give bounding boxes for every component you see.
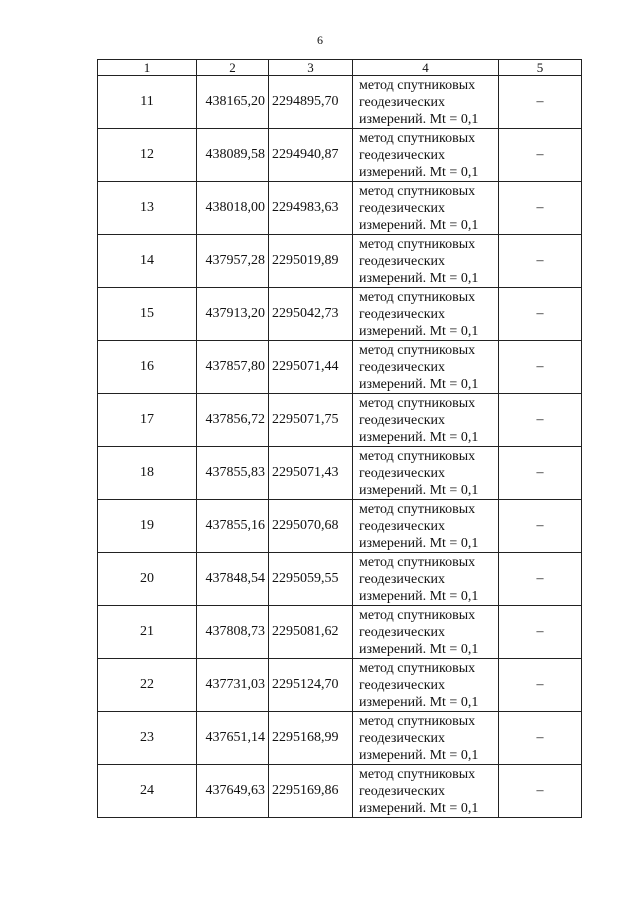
- method-cell: [353, 129, 499, 182]
- method-line: измерений. Mt = 0,1: [359, 376, 479, 392]
- header-col-1: 1: [98, 60, 197, 76]
- note-cell: –: [499, 394, 582, 447]
- table-row: [98, 341, 582, 394]
- y-coordinate-cell: 2294940,87: [269, 129, 353, 182]
- table-row: [98, 765, 582, 818]
- point-number-cell: 18: [98, 447, 197, 500]
- method-line: метод спутниковых: [359, 448, 476, 464]
- note-cell: –: [499, 447, 582, 500]
- method-line: метод спутниковых: [359, 130, 476, 146]
- method-cell: [353, 394, 499, 447]
- point-number-cell: 24: [98, 765, 197, 818]
- table-row: [98, 447, 582, 500]
- y-coordinate-cell: 2295124,70: [269, 659, 353, 712]
- header-col-3: 3: [269, 60, 353, 76]
- y-coordinate-cell: 2294983,63: [269, 182, 353, 235]
- method-cell: [353, 182, 499, 235]
- x-coordinate-cell: 437957,28: [197, 235, 269, 288]
- method-line: измерений. Mt = 0,1: [359, 323, 479, 339]
- table-row: [98, 394, 582, 447]
- note-cell: –: [499, 182, 582, 235]
- method-line: метод спутниковых: [359, 77, 476, 93]
- y-coordinate-cell: 2295071,44: [269, 341, 353, 394]
- y-coordinate-cell: 2295071,43: [269, 447, 353, 500]
- y-coordinate-cell: 2295168,99: [269, 712, 353, 765]
- method-line: геодезических: [359, 624, 446, 640]
- method-line: измерений. Mt = 0,1: [359, 535, 479, 551]
- coordinates-table: [97, 59, 582, 818]
- method-cell: [353, 765, 499, 818]
- y-coordinate-cell: 2295081,62: [269, 606, 353, 659]
- method-line: метод спутниковых: [359, 395, 476, 411]
- y-coordinate-cell: 2295169,86: [269, 765, 353, 818]
- x-coordinate-cell: 437856,72: [197, 394, 269, 447]
- point-number-cell: 19: [98, 500, 197, 553]
- x-coordinate-cell: 437855,16: [197, 500, 269, 553]
- table-body: [98, 76, 582, 818]
- method-line: геодезических: [359, 412, 446, 428]
- x-coordinate-cell: 438165,20: [197, 76, 269, 129]
- point-number-cell: 16: [98, 341, 197, 394]
- method-cell: [353, 288, 499, 341]
- y-coordinate-cell: 2295071,75: [269, 394, 353, 447]
- method-line: метод спутниковых: [359, 766, 476, 782]
- x-coordinate-cell: 437731,03: [197, 659, 269, 712]
- method-line: измерений. Mt = 0,1: [359, 800, 479, 816]
- point-number-cell: 22: [98, 659, 197, 712]
- method-cell: [353, 235, 499, 288]
- method-line: измерений. Mt = 0,1: [359, 111, 479, 127]
- method-cell: [353, 553, 499, 606]
- point-number-cell: 15: [98, 288, 197, 341]
- method-line: геодезических: [359, 359, 446, 375]
- note-cell: –: [499, 606, 582, 659]
- method-line: геодезических: [359, 730, 446, 746]
- method-line: измерений. Mt = 0,1: [359, 164, 479, 180]
- table-row: [98, 659, 582, 712]
- method-cell: [353, 447, 499, 500]
- method-line: метод спутниковых: [359, 183, 476, 199]
- y-coordinate-cell: 2295059,55: [269, 553, 353, 606]
- method-line: геодезических: [359, 783, 446, 799]
- x-coordinate-cell: 437649,63: [197, 765, 269, 818]
- method-line: геодезических: [359, 571, 446, 587]
- note-cell: –: [499, 288, 582, 341]
- table-row: [98, 553, 582, 606]
- note-cell: –: [499, 712, 582, 765]
- method-line: измерений. Mt = 0,1: [359, 588, 479, 604]
- note-cell: –: [499, 500, 582, 553]
- x-coordinate-cell: 437913,20: [197, 288, 269, 341]
- method-line: геодезических: [359, 147, 446, 163]
- point-number-cell: 20: [98, 553, 197, 606]
- table-row: [98, 76, 582, 129]
- method-line: геодезических: [359, 200, 446, 216]
- x-coordinate-cell: 437855,83: [197, 447, 269, 500]
- note-cell: –: [499, 765, 582, 818]
- header-col-2: 2: [197, 60, 269, 76]
- note-cell: –: [499, 553, 582, 606]
- method-cell: [353, 76, 499, 129]
- table-row: [98, 606, 582, 659]
- method-line: измерений. Mt = 0,1: [359, 482, 479, 498]
- table-row: [98, 182, 582, 235]
- point-number-cell: 17: [98, 394, 197, 447]
- y-coordinate-cell: 2295070,68: [269, 500, 353, 553]
- method-line: метод спутниковых: [359, 607, 476, 623]
- x-coordinate-cell: 437848,54: [197, 553, 269, 606]
- method-cell: [353, 659, 499, 712]
- method-line: метод спутниковых: [359, 236, 476, 252]
- y-coordinate-cell: 2295042,73: [269, 288, 353, 341]
- point-number-cell: 23: [98, 712, 197, 765]
- method-cell: [353, 500, 499, 553]
- note-cell: –: [499, 235, 582, 288]
- method-cell: [353, 712, 499, 765]
- note-cell: –: [499, 76, 582, 129]
- method-line: метод спутниковых: [359, 713, 476, 729]
- y-coordinate-cell: 2294895,70: [269, 76, 353, 129]
- method-line: метод спутниковых: [359, 554, 476, 570]
- page-number: 6: [317, 33, 323, 47]
- method-line: измерений. Mt = 0,1: [359, 217, 479, 233]
- method-line: геодезических: [359, 94, 446, 110]
- header-col-5: 5: [499, 60, 582, 76]
- method-line: измерений. Mt = 0,1: [359, 747, 479, 763]
- y-coordinate-cell: 2295019,89: [269, 235, 353, 288]
- method-line: метод спутниковых: [359, 660, 476, 676]
- x-coordinate-cell: 437651,14: [197, 712, 269, 765]
- method-line: геодезических: [359, 677, 446, 693]
- method-line: измерений. Mt = 0,1: [359, 641, 479, 657]
- note-cell: –: [499, 659, 582, 712]
- note-cell: –: [499, 341, 582, 394]
- table-row: [98, 712, 582, 765]
- header-col-4: 4: [353, 60, 499, 76]
- table-row: [98, 500, 582, 553]
- table-row: [98, 129, 582, 182]
- method-cell: [353, 606, 499, 659]
- x-coordinate-cell: 438018,00: [197, 182, 269, 235]
- method-line: метод спутниковых: [359, 342, 476, 358]
- point-number-cell: 14: [98, 235, 197, 288]
- point-number-cell: 21: [98, 606, 197, 659]
- point-number-cell: 11: [98, 76, 197, 129]
- x-coordinate-cell: 437808,73: [197, 606, 269, 659]
- x-coordinate-cell: 438089,58: [197, 129, 269, 182]
- x-coordinate-cell: 437857,80: [197, 341, 269, 394]
- method-line: геодезических: [359, 465, 446, 481]
- method-line: измерений. Mt = 0,1: [359, 270, 479, 286]
- method-line: геодезических: [359, 518, 446, 534]
- method-line: геодезических: [359, 306, 446, 322]
- point-number-cell: 13: [98, 182, 197, 235]
- method-line: измерений. Mt = 0,1: [359, 694, 479, 710]
- method-line: метод спутниковых: [359, 501, 476, 517]
- header-row: [98, 60, 582, 76]
- note-cell: –: [499, 129, 582, 182]
- table-header: [98, 60, 582, 76]
- method-cell: [353, 341, 499, 394]
- method-line: метод спутниковых: [359, 289, 476, 305]
- point-number-cell: 12: [98, 129, 197, 182]
- method-line: измерений. Mt = 0,1: [359, 429, 479, 445]
- method-line: геодезических: [359, 253, 446, 269]
- table-row: [98, 288, 582, 341]
- table-row: [98, 235, 582, 288]
